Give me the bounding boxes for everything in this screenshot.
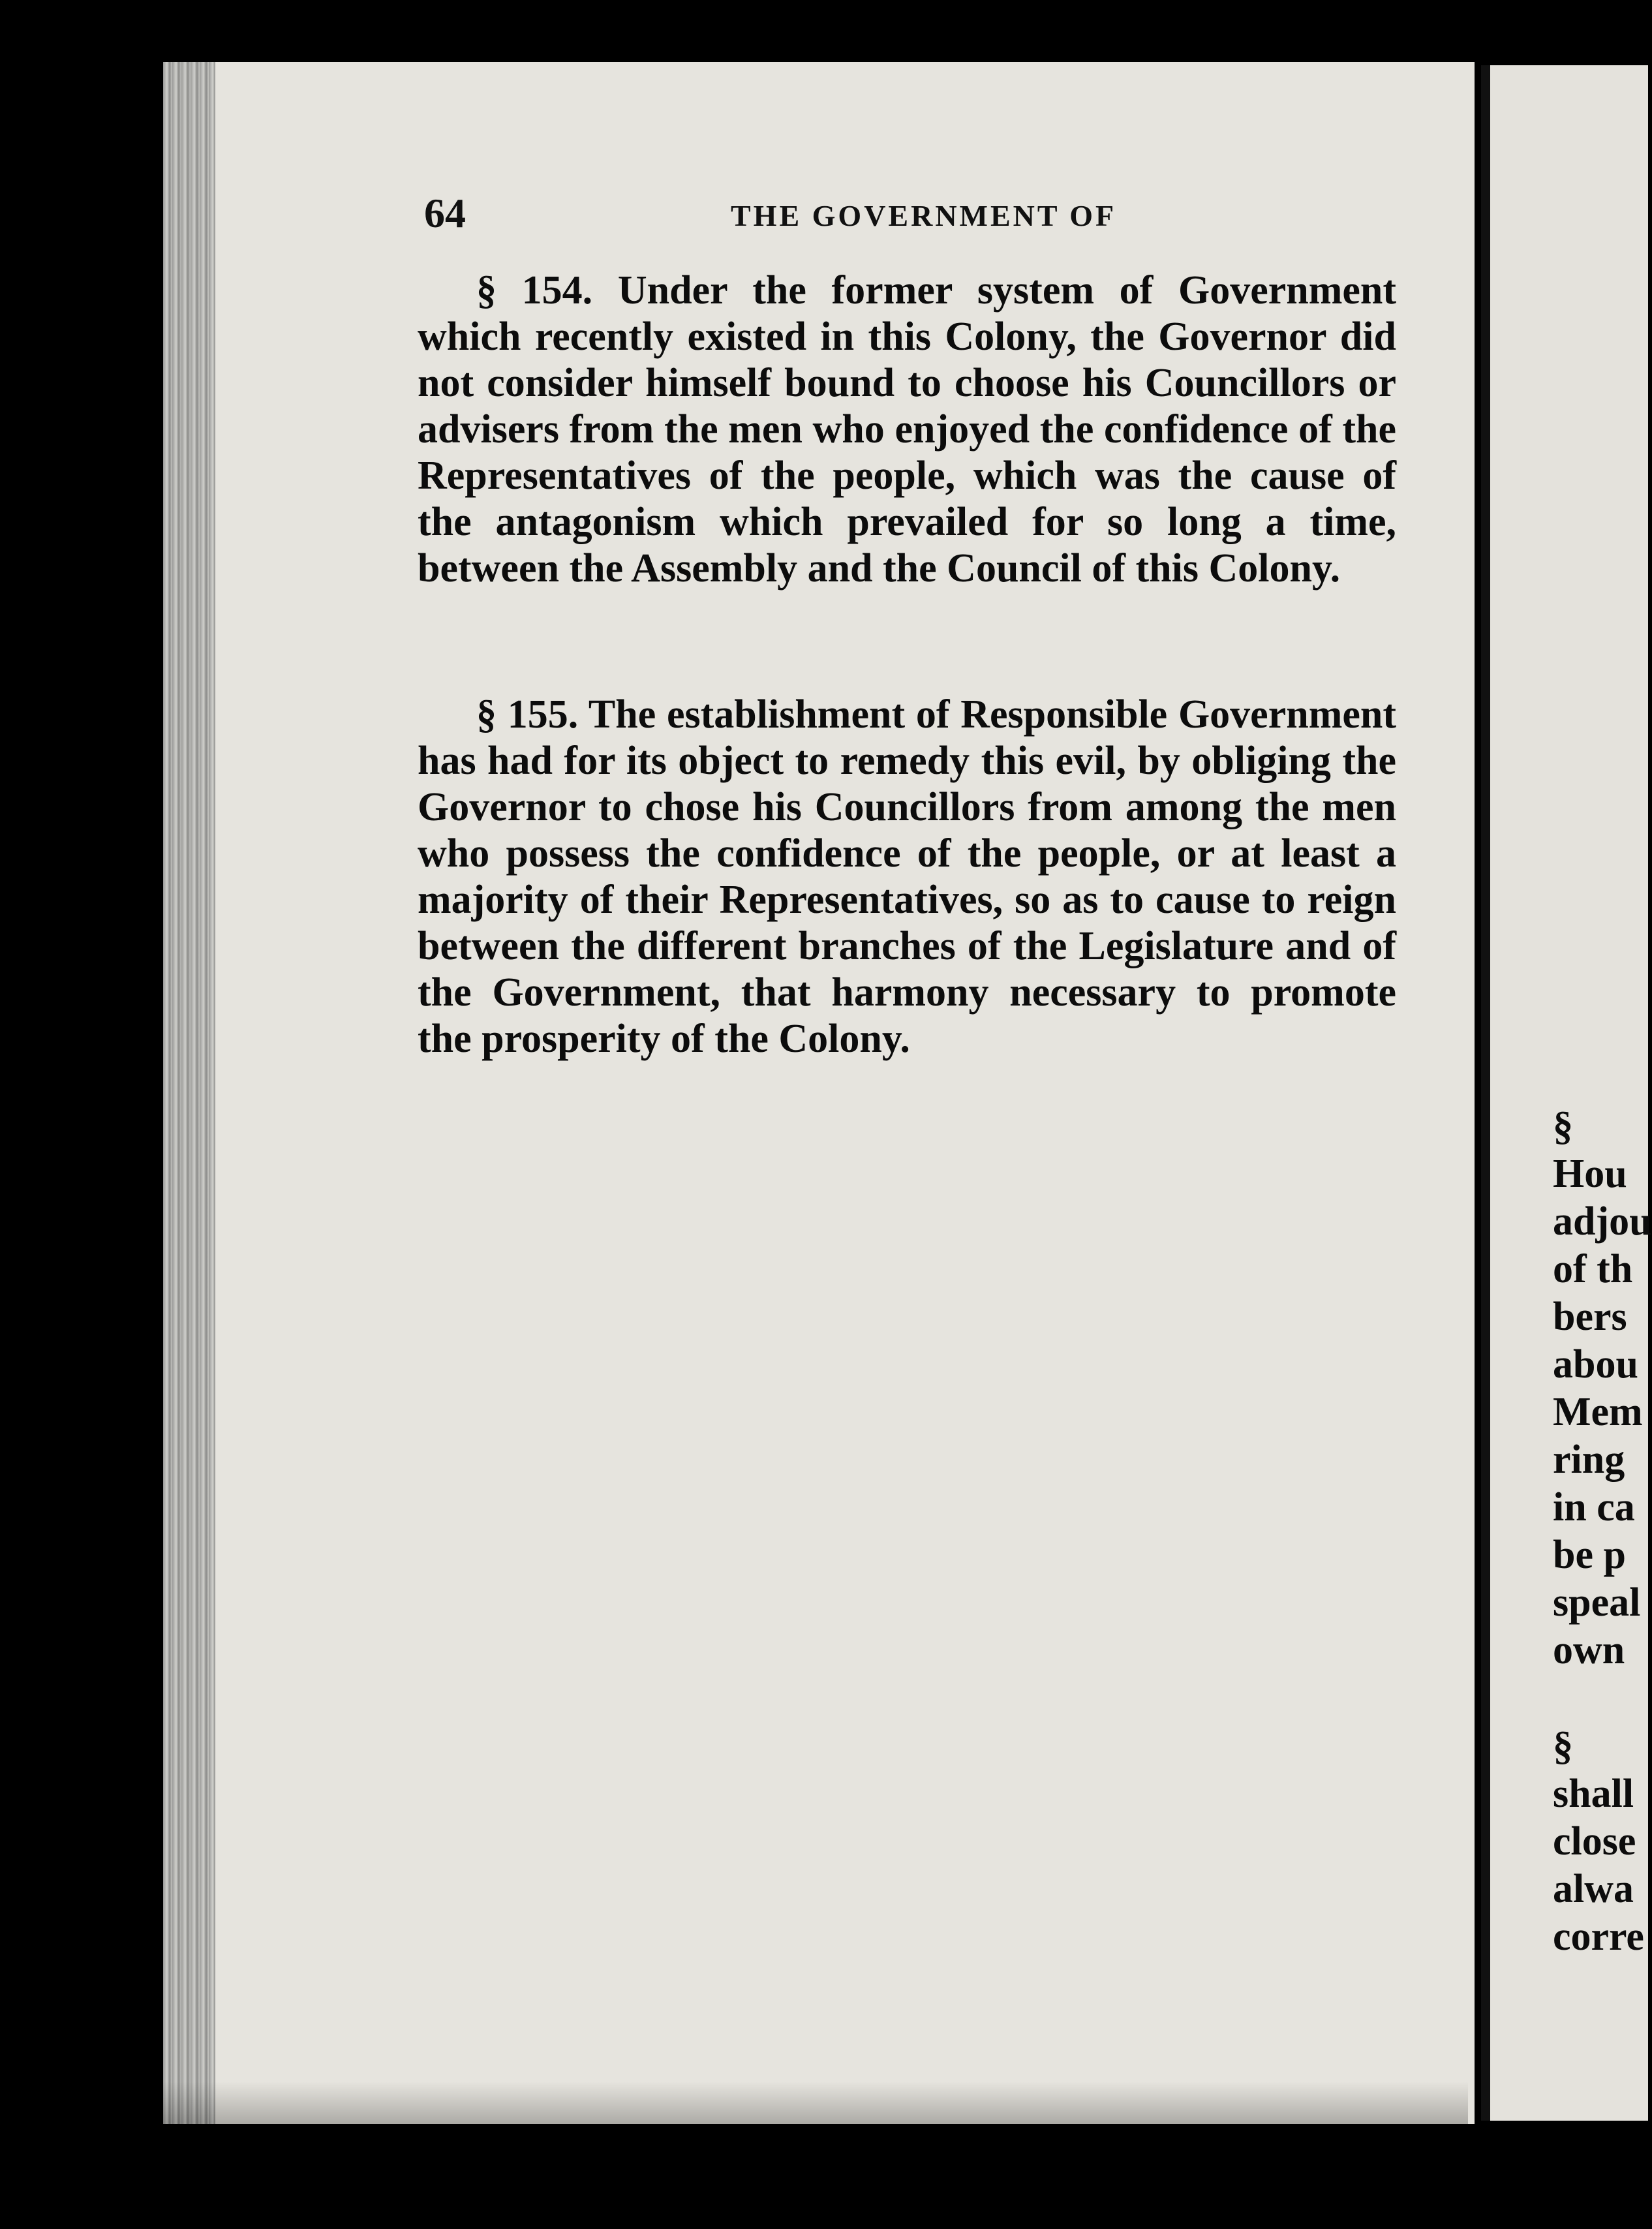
paragraph-154	[418, 268, 1396, 592]
facing-page-text-fragment: § Hou adjou of th bers abou Mem ring in ca be p speal own	[1553, 1104, 1652, 1672]
paragraph-155	[418, 692, 1396, 1062]
section-number: § 155.	[476, 692, 579, 737]
section-number: § 154.	[476, 268, 593, 313]
facing-page-text-fragment: § shall close alwa corre	[1553, 1724, 1644, 1959]
paragraph-text: The establishment of Responsible Government has had for its object to remedy this evil, by obliging the Governor to chose his Councillors from among the men who possess the confidence of the people, or at least a majority of their Representatives, so as to cause to reign between the different branches of the Legislature and of the Government, that harmony necessary to promote the prosperity of the Colony.	[418, 692, 1396, 1061]
page-number: 64	[424, 190, 466, 236]
running-head: THE GOVERNMENT OF	[731, 199, 1117, 232]
page-edge-stack	[163, 62, 215, 2124]
page-shadow	[163, 2082, 1468, 2124]
paragraph-text: Under the former system of Government which recently existed in this Colony, the Governor did not consider himself bound to choose his Councillors or advisers from the men who enjoyed the confidence of the Representatives of the people, which was the cause of the antagonism which prevailed for so long a time, between the Assembly and the Council of this Colony.	[418, 268, 1397, 591]
